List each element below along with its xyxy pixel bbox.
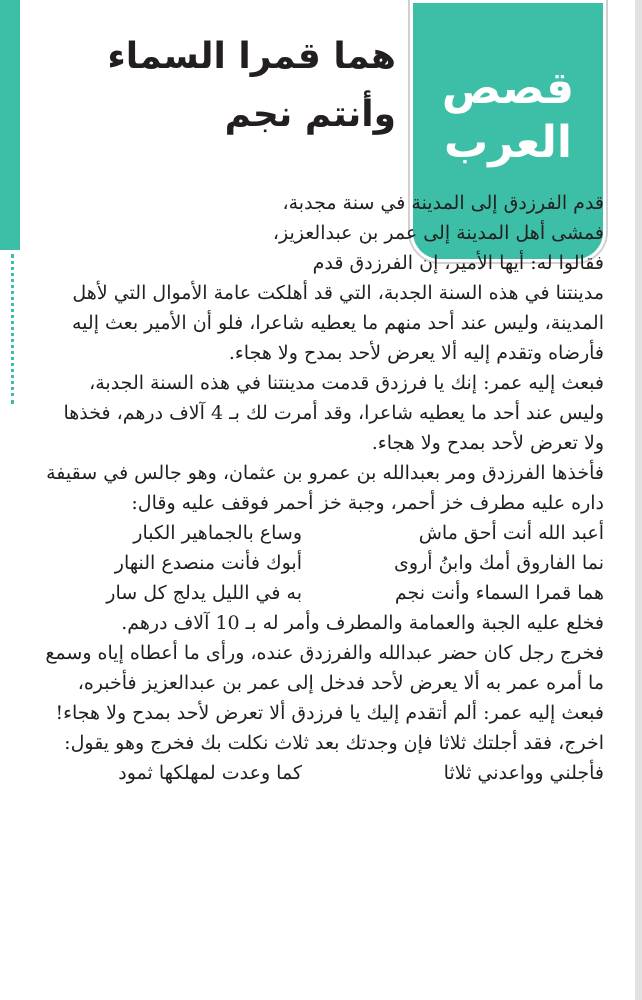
badge-line-2: العرب — [443, 117, 573, 168]
verse-first-hemistich: فأجلني وواعدني ثلاثا — [443, 762, 604, 784]
closing-verse — [44, 758, 604, 788]
verse-second-hemistich: وساع بالجماهير الكبار — [133, 522, 302, 544]
paragraph-3: فبعث إليه عمر: إنك يا فرزدق قدمت مدينتنا في هذه السنة الجدبة، وليس عند أحد ما يعطيه شاعرا، وقد أمرت لك بـ 4 آلاف درهم، فخذها ولا تعرض لأحد بمدح ولا هجاء. — [63, 372, 604, 454]
decorative-dotted-line — [11, 254, 14, 404]
verse-second-hemistich: كما وعدت لمهلكها ثمود — [118, 762, 302, 784]
paragraph-1: قدم الفرزدق إلى المدينة في سنة مجدبة، فمشى أهل المدينة إلى عمر بن عبدالعزيز، فقالوا له: أيها الأمير، إن الفرزدق قدم — [272, 192, 604, 274]
decorative-left-bar — [0, 0, 20, 250]
verse-first-hemistich: هما قمرا السماء وأنت نجم — [394, 582, 604, 604]
paragraph-2: مدينتنا في هذه السنة الجدبة، التي قد أهلكت عامة الأموال التي لأهل المدينة، وليس عند أحد منهم ما يعطيه شاعرا، فلو أن الأمير بعث إليه فأرضاه وتقدم إليه ألا يعرض لأحد بمدح ولا هجاء. — [71, 282, 604, 364]
verse-second-hemistich: به في الليل يدلج كل سار — [106, 582, 302, 604]
verse-first-hemistich: نما الفاروق أمك وابنُ أروى — [394, 552, 604, 574]
page-edge — [635, 0, 642, 1000]
article-body — [44, 188, 604, 788]
verse-second-hemistich: أبوك فأنت منصدع النهار — [114, 552, 302, 574]
badge-line-1: قصص — [441, 63, 575, 114]
verse-first-hemistich: أعبد الله أنت أحق ماش — [418, 522, 604, 544]
article-headline: هما قمرا السماء وأنتم نجم — [107, 36, 396, 135]
verse-line-3 — [44, 578, 604, 608]
verse-line-2 — [44, 548, 604, 578]
paragraph-4: فأخذها الفرزدق ومر بعبدالله بن عمرو بن عثمان، وهو جالس في سقيفة داره عليه مطرف خز أحمر، وجبة خز أحمر فوقف عليه وقال: — [46, 462, 604, 514]
paragraph-6: فخرج رجل كان حضر عبدالله والفرزدق عنده، ورأى ما أعطاه إياه وسمع ما أمره عمر به ألا يعرض لأحد فدخل إلى عمر بن عبدالعزيز فأخبره، فبعث إليه عمر: ألم أتقدم إليك يا فرزدق ألا تعرض لأحد بمدح ولا هجاء! اخرج، فقد أجلتك ثلاثا فإن وجدتك بعد ثلاث نكلت بك فخرج وهو يقول: — [45, 642, 604, 754]
paragraph-5: فخلع عليه الجبة والعمامة والمطرف وأمر له بـ 10 آلاف درهم. — [121, 612, 604, 634]
verse-line-1 — [44, 518, 604, 548]
